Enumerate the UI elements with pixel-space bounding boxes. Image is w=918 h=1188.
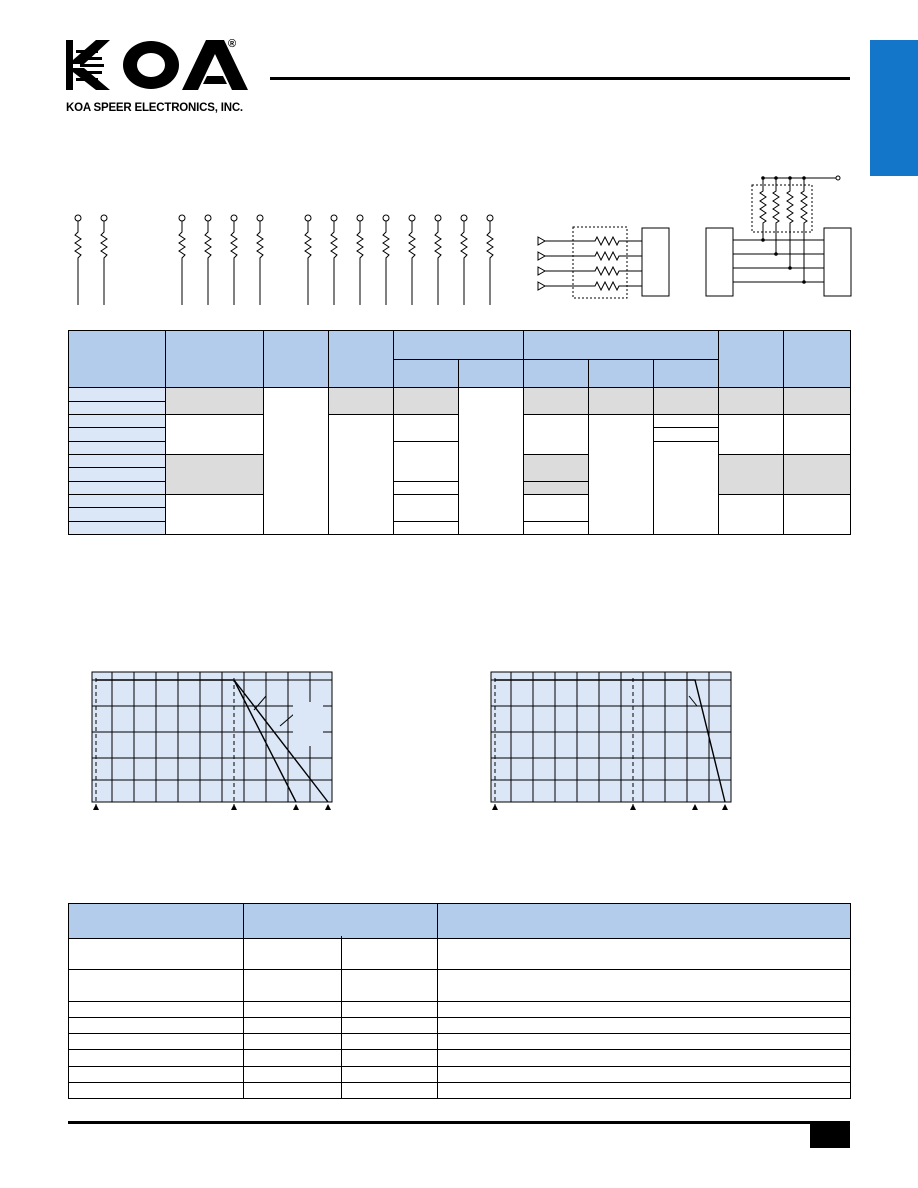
signal-arrow-icon (538, 237, 545, 290)
page-number-box (810, 1124, 850, 1148)
derating-curve-left (88, 668, 338, 814)
circuit-schematics (60, 170, 860, 305)
derating-curve-right (487, 668, 737, 814)
company-logo (66, 40, 250, 120)
resistor-symbol (75, 215, 81, 305)
side-tab (870, 40, 918, 176)
header-rule (270, 77, 850, 80)
performance-table (68, 903, 851, 1099)
registered-mark: ® (228, 38, 237, 50)
ratings-table (68, 330, 851, 535)
resistor-symbol (101, 215, 107, 305)
footer-rule (68, 1121, 850, 1124)
koa-logo (66, 40, 250, 94)
company-name: KOA SPEER ELECTRONICS, INC. (66, 102, 243, 114)
